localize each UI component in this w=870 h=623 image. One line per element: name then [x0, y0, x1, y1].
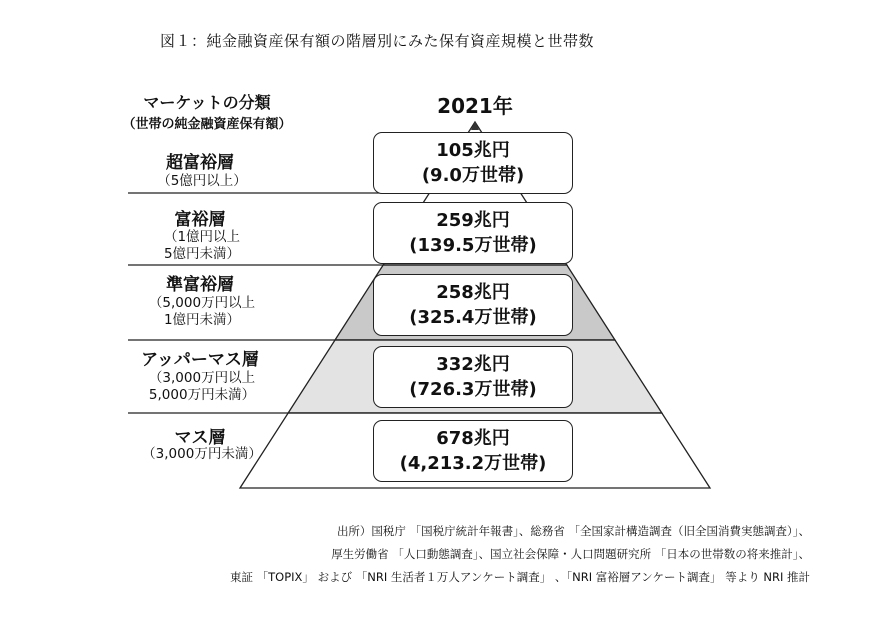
- tier-range-label: （1億円以上 5億円未満）: [163, 229, 241, 262]
- tier-assets-value: 678兆円: [436, 428, 510, 449]
- side-header-title: マーケットの分類: [143, 93, 271, 112]
- tier-value-box: [373, 132, 573, 194]
- tier-name-label: 準富裕層: [166, 275, 234, 295]
- tier-households-value: (325.4万世帯): [409, 307, 537, 328]
- tier-assets-value: 332兆円: [436, 354, 510, 375]
- tier-name-label: アッパーマス層: [141, 350, 259, 370]
- tier-range-label: （5,000万円以上 1億円未満）: [148, 295, 256, 328]
- year-column-label: 2021年: [437, 94, 513, 118]
- tier-name-label: マス層: [174, 428, 226, 448]
- tier-range-label: （3,000万円未満）: [142, 446, 262, 462]
- tier-households-value: (139.5万世帯): [409, 235, 537, 256]
- source-note: [230, 520, 810, 589]
- tier-assets-value: 259兆円: [436, 210, 510, 231]
- tier-households-value: (4,213.2万世帯): [399, 453, 547, 474]
- source-line-1: 出所）国税庁 「国税庁統計年報書」、総務省 「全国家計構造調査（旧全国消費実態調査）」、: [336, 524, 810, 538]
- tier-range-label: （5億円以上）: [157, 173, 247, 189]
- tier-value-box: [373, 202, 573, 264]
- tier-households-value: (726.3万世帯): [409, 379, 537, 400]
- tier-assets-value: 105兆円: [436, 140, 510, 161]
- tier-households-value: (9.0万世帯): [421, 165, 525, 186]
- tier-name-label: 超富裕層: [166, 153, 234, 173]
- figure-title: 図１：純金融資産保有額の階層別にみた保有資産規模と世帯数: [160, 32, 595, 50]
- source-line-2: 厚生労働省 「人口動態調査」、国立社会保障・人口問題研究所 「日本の世帯数の将来推計」、: [331, 547, 810, 561]
- tier-assets-value: 258兆円: [436, 282, 510, 303]
- tier-value-box: [373, 346, 573, 408]
- side-header-subtitle: （世帯の純金融資産保有額）: [122, 117, 292, 132]
- tier-range-label: （3,000万円以上 5,000万円未満）: [148, 370, 256, 403]
- tier-value-box: [373, 274, 573, 336]
- tier-name-label: 富裕層: [174, 210, 226, 230]
- tier-value-box: [373, 420, 573, 482]
- source-line-3: 東証 「TOPIX」 および 「NRI 生活者１万人アンケート調査」 、「NRI 富裕層アンケート調査」 等より NRI 推計: [230, 570, 810, 584]
